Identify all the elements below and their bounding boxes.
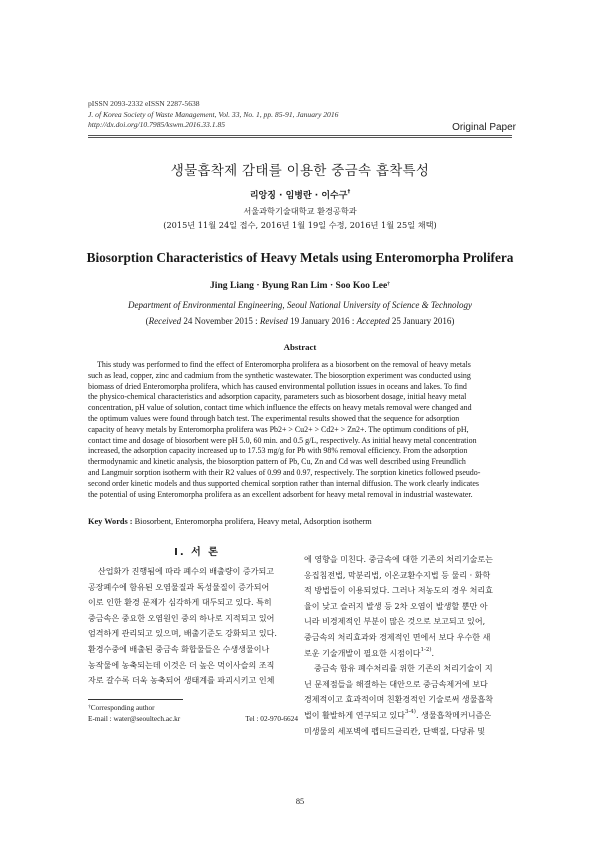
page-number: 85	[295, 797, 305, 806]
author-tel: Tel : 02-970-6624	[245, 713, 298, 723]
journal-citation: J. of Korea Society of Waste Management, Vol. 33, No. 1, pp. 85-91, January 2016	[88, 109, 339, 119]
body-line: 농작물에 농축되는데 이것은 더 높은 먹이사슬의 조직	[88, 660, 275, 670]
abstract-line: the potential of using Enteromorpha prolifera as an excellent adsorbent for heavy metal removal in industrial wastewater.	[88, 489, 473, 499]
korean-dates: (2015년 11월 24일 접수, 2016년 1월 19일 수정, 2016년 1월 25일 채택)	[163, 220, 437, 230]
abstract-line: increased, the adsorption capacity increased up to 17.53 mg/g for Pb with 98% removal efficiency. From the adsorption	[88, 446, 468, 456]
body-line: 응집침전법, 막분리법, 이온교환수지법 등 물리 · 화학	[304, 570, 491, 580]
body-line: 자로 갈수록 더욱 농축되어 생태계를 파괴시키고 인체	[88, 676, 275, 686]
body-line: 니라 비경제적인 부분이 많은 것으로 보고되고 있어,	[304, 617, 486, 627]
section-heading: I. 서 론	[174, 547, 220, 558]
body-line: 닌 문제점들을 해결하는 대안으로 중금속제거에 보다	[304, 679, 488, 689]
keywords: Key Words : Biosorbent, Enteromorpha prolifera, Heavy metal, Adsorption isotherm	[88, 517, 372, 526]
body-line: 중금속 함유 폐수처리를 위한 기존의 처리기술이 지	[314, 664, 493, 674]
author-email[interactable]: E-mail : water@seoultech.ac.kr	[88, 713, 181, 723]
korean-affiliation: 서울과학기술대학교 환경공학과	[243, 206, 357, 216]
abstract-line: This study was performed to find the effect of Enteromorpha prolifera as a biosorbent on the removal of heavy metals	[97, 360, 471, 369]
korean-title: 생물흡착제 감태를 이용한 중금속 흡착특성	[170, 163, 430, 179]
body-line: 미생물의 세포벽에 펩티드글리칸, 단백질, 다당류 및	[304, 726, 486, 736]
english-authors: Jing Liang · Byung Ran Lim · Soo Koo Lee†	[209, 280, 390, 291]
abstract-line: and Langmuir sorption isotherm with their R2 values of 0.99 and 0.97, respectively. The sorption kinetics followed pseudo-	[88, 467, 481, 477]
abstract-line: the optimum values were found through batch test. The experimental results showed that the sequence for adsorption	[88, 413, 460, 423]
abstract-body	[88, 360, 514, 500]
body-line: 중금속의 처리효과와 경제적인 면에서 보다 우수한 새	[304, 632, 491, 642]
abstract-line: concentration, pH value of solution, contact time which influence the effects on heavy metals removal were changed and	[88, 403, 472, 413]
body-line: 공장폐수에 함유된 오염물질과 독성물질이 증가되어	[88, 582, 270, 592]
citation-ref: 1-2)	[420, 646, 432, 653]
english-dates: (Received 24 November 2015 : Revised 19 January 2016 : Accepted 25 January 2016)	[145, 316, 455, 326]
issn-line: pISSN 2093-2332 eISSN 2287-5638	[88, 99, 200, 108]
abstract-line: capacity of heavy metals by Enteromorpha prolifera was Pb2+ > Cu2+ > Cd2+ > Zn2+. The optimum conditions of pH,	[88, 424, 469, 434]
journal-header	[88, 99, 338, 131]
abstract-line: such as lead, copper, zinc and cadmium from the synthetic wastewater. The biosorption experiment was conducted using	[88, 370, 471, 380]
corresponding-author: †Corresponding author	[88, 703, 155, 712]
abstract-line: second order kinetic models and thus supported chemical sorption rather than internal diffusion. The work clearly indicates	[88, 478, 479, 488]
english-affiliation: Department of Environmental Engineering, Seoul National University of Science & Technology	[127, 300, 473, 310]
body-left-column	[88, 545, 306, 689]
body-line: 율이 낮고 슬러지 발생 등 2차 오염이 발생할 뿐만 아	[304, 601, 488, 611]
body-line: 로운 기술개발이 필요한 시점이다$^{1-2)}$.	[304, 646, 435, 658]
header-rule	[88, 135, 512, 136]
english-title: Biosorption Characteristics of Heavy Metals using Enteromorpha Prolifera	[86, 250, 514, 265]
citation-ref: 3-4)	[404, 708, 416, 715]
body-line: 경제적이고 효과적이며 친환경적인 기술로써 생물흡착	[304, 695, 494, 705]
body-line: 중금속은 중요한 오염원인 중의 하나로 지적되고 있어	[88, 613, 275, 623]
abstract-line: contact time and dosage of biosorbent were pH 5.0, 60 min. and 0.5 g/L, respectively. As initial heavy metal concentration	[88, 435, 477, 445]
body-line: 이로 인한 환경 문제가 심각하게 대두되고 있다. 특히	[88, 598, 272, 608]
abstract-heading: Abstract	[283, 342, 317, 352]
body-line: 엄격하게 관리되고 있으며, 배출기준도 강화되고 있다.	[88, 629, 277, 639]
doi-link[interactable]: http://dx.doi.org/10.7985/kswm.2016.33.1.85	[88, 120, 226, 129]
korean-authors: 리앙징 · 임병란 · 이수구†	[249, 189, 351, 201]
footnote	[88, 703, 304, 724]
abstract-line: thermodynamic and kinetic analysis, the biosorption pattern of Pb, Cu, Zn and Cd was well described using Freundlich	[88, 457, 466, 467]
footnote-rule	[88, 699, 183, 700]
body-line: 환경수중에 배출된 중금속 화합물들은 수생생물이나	[88, 644, 270, 654]
body-line: 법이 활발하게 연구되고 있다$^{3-4)}$. 생물흡착메커니즘은	[304, 708, 492, 720]
body-line: 적 방법들이 이용되었다. 그러나 저농도의 경우 처리효	[304, 586, 493, 596]
body-right-column	[304, 552, 516, 739]
article-type-badge: Original Paper	[452, 122, 516, 133]
abstract-line: the physico-chemical characteristics and adsorption capacity, parameters such as biosorbent dosage, initial heavy metal	[88, 392, 467, 402]
header-rule-thin	[88, 137, 512, 138]
body-line: 에 영향을 미친다. 중금속에 대한 기존의 처리기술로는	[304, 555, 493, 564]
body-line: 산업화가 진행됨에 따라 폐수의 배출량이 증가되고	[98, 567, 275, 576]
abstract-line: biomass of dried Enteromorpha prolifera, which has caused environmental pollution issues in oceans and lakes. To find	[88, 381, 467, 391]
